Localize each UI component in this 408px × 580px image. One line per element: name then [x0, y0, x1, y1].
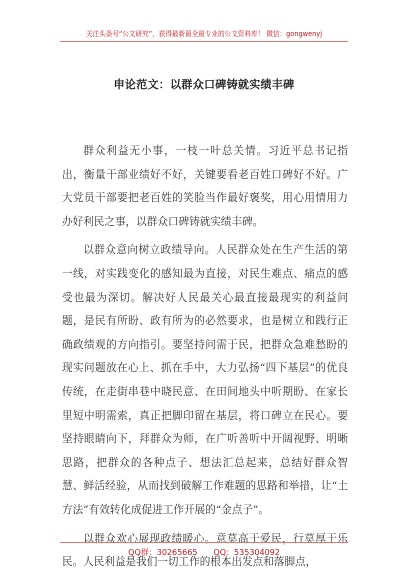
body-paragraph: 群众利益无小事，一枝一叶总关情。习近平总书记指出，衡量干部业绩好不好，关键要看老百姓口碑好不好。广大党员干部要把老百姓的笑脸当作最好褒奖，用心用情用力办好利民之事，以群众口碑铸就实绩丰碑。 [62, 145, 348, 228]
footer-qq-group: QQ群：30265665 [128, 548, 198, 557]
footer-divider [60, 542, 348, 543]
header-divider [60, 41, 348, 42]
page-header-banner: 关注头条号“公文研究”，获得最新最全最专业的公文资料库！ 微信：gongwenyj [85, 30, 323, 38]
body-paragraph: 以群众意向树立政绩导向。人民群众处在生产生活的第一线，对实践变化的感知最为直接，对民生难点、痛点的感受也最为深切。解决好人民最关心最直接最现实的利益问题，是民有所盼、政有所为的必然要求，也是树立和践行正确政绩观的方向指引。要坚持问需于民，把群众急难愁盼的现实问题放在心上、抓在手中，大力弘扬“四下基层”的优良传统，在走街串巷中晓民意、在田间地头中听期盼、在家长里短中明需索，真正把脚印留在基层，将口碑立在民心。要坚持眼睛向下，拜群众为师，在广听善听中开阔视野、明晰思路，把群众的各种点子、想法汇总起来，总结好群众智慧、鲜活经验，从而找到破解工作难题的思路和举措，让“土方法”有效转化成促进工作开展的“金点子”。 [62, 244, 348, 516]
footer-qq: QQ：535304092 [213, 548, 280, 557]
document-title: 申论范文：以群众口碑铸就实绩丰碑 [113, 78, 295, 91]
document-body [62, 140, 348, 580]
body-paragraph: 以群众欢心展现政绩暖心。意莫高于爱民，行莫厚于乐民。人民利益是我们一切工作的根本出发点和落脚点， [62, 532, 348, 569]
page-footer [0, 547, 408, 558]
